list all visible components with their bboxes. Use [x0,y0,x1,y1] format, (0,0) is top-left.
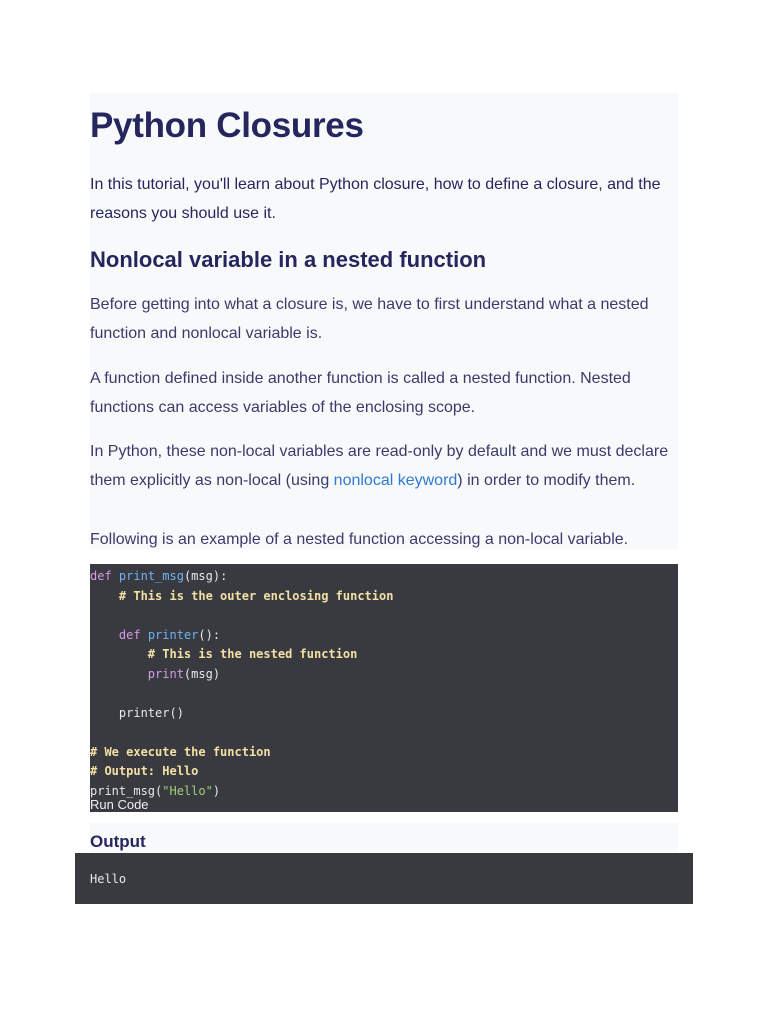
paragraph-example-intro: Following is an example of a nested function accessing a non-local variable. [90,531,629,548]
section-heading: Nonlocal variable in a nested function [90,247,487,272]
run-code-button[interactable]: Run Code [90,797,149,812]
code-keyword: def [118,627,141,642]
paragraph-nonlocal [90,437,678,495]
code-params: (): [198,627,221,642]
output-heading-background [90,823,678,853]
page-title: Python Closures [90,106,364,145]
code-comment: # Output: Hello [90,764,199,778]
output-heading: Output [90,832,146,851]
paragraph-closure-intro: Before getting into what a closure is, we have to first understand what a nested function and nonlocal variable is. [90,296,649,342]
paragraph-nonlocal-text-1: In Python, these non-local variables are read-only by default and we must declare them explicitly as non-local (using [90,443,669,489]
output-block [75,853,693,904]
code-block [90,564,678,812]
code-comment: # We execute the function [90,744,271,759]
code-content [90,567,393,801]
intro-paragraph: In this tutorial, you'll learn about Python closure, how to define a closure, and the reasons you should use it. [90,176,661,222]
output-value: Hello [90,872,127,886]
code-call: printer() [118,705,184,720]
code-comment: # This is the outer enclosing function [118,588,394,603]
code-params: (msg): [183,569,228,583]
code-call-args: (msg) [183,666,221,681]
code-keyword: def [90,569,112,583]
paragraph-nested-function: A function defined inside another function is called a nested function. Nested functions can access variables of the enclosing scope. [90,370,631,416]
nonlocal-keyword-link[interactable]: nonlocal keyword [333,472,458,489]
code-string: "Hello" [162,783,213,798]
code-call: print_msg( [90,783,163,798]
code-close-paren: ) [212,783,221,798]
code-builtin: print [147,666,184,681]
code-comment: # This is the nested function [147,647,358,661]
paragraph-nonlocal-text-2: ) in order to modify them. [457,472,636,489]
code-function-name: print_msg [118,569,184,583]
code-function-name: printer [147,627,199,642]
